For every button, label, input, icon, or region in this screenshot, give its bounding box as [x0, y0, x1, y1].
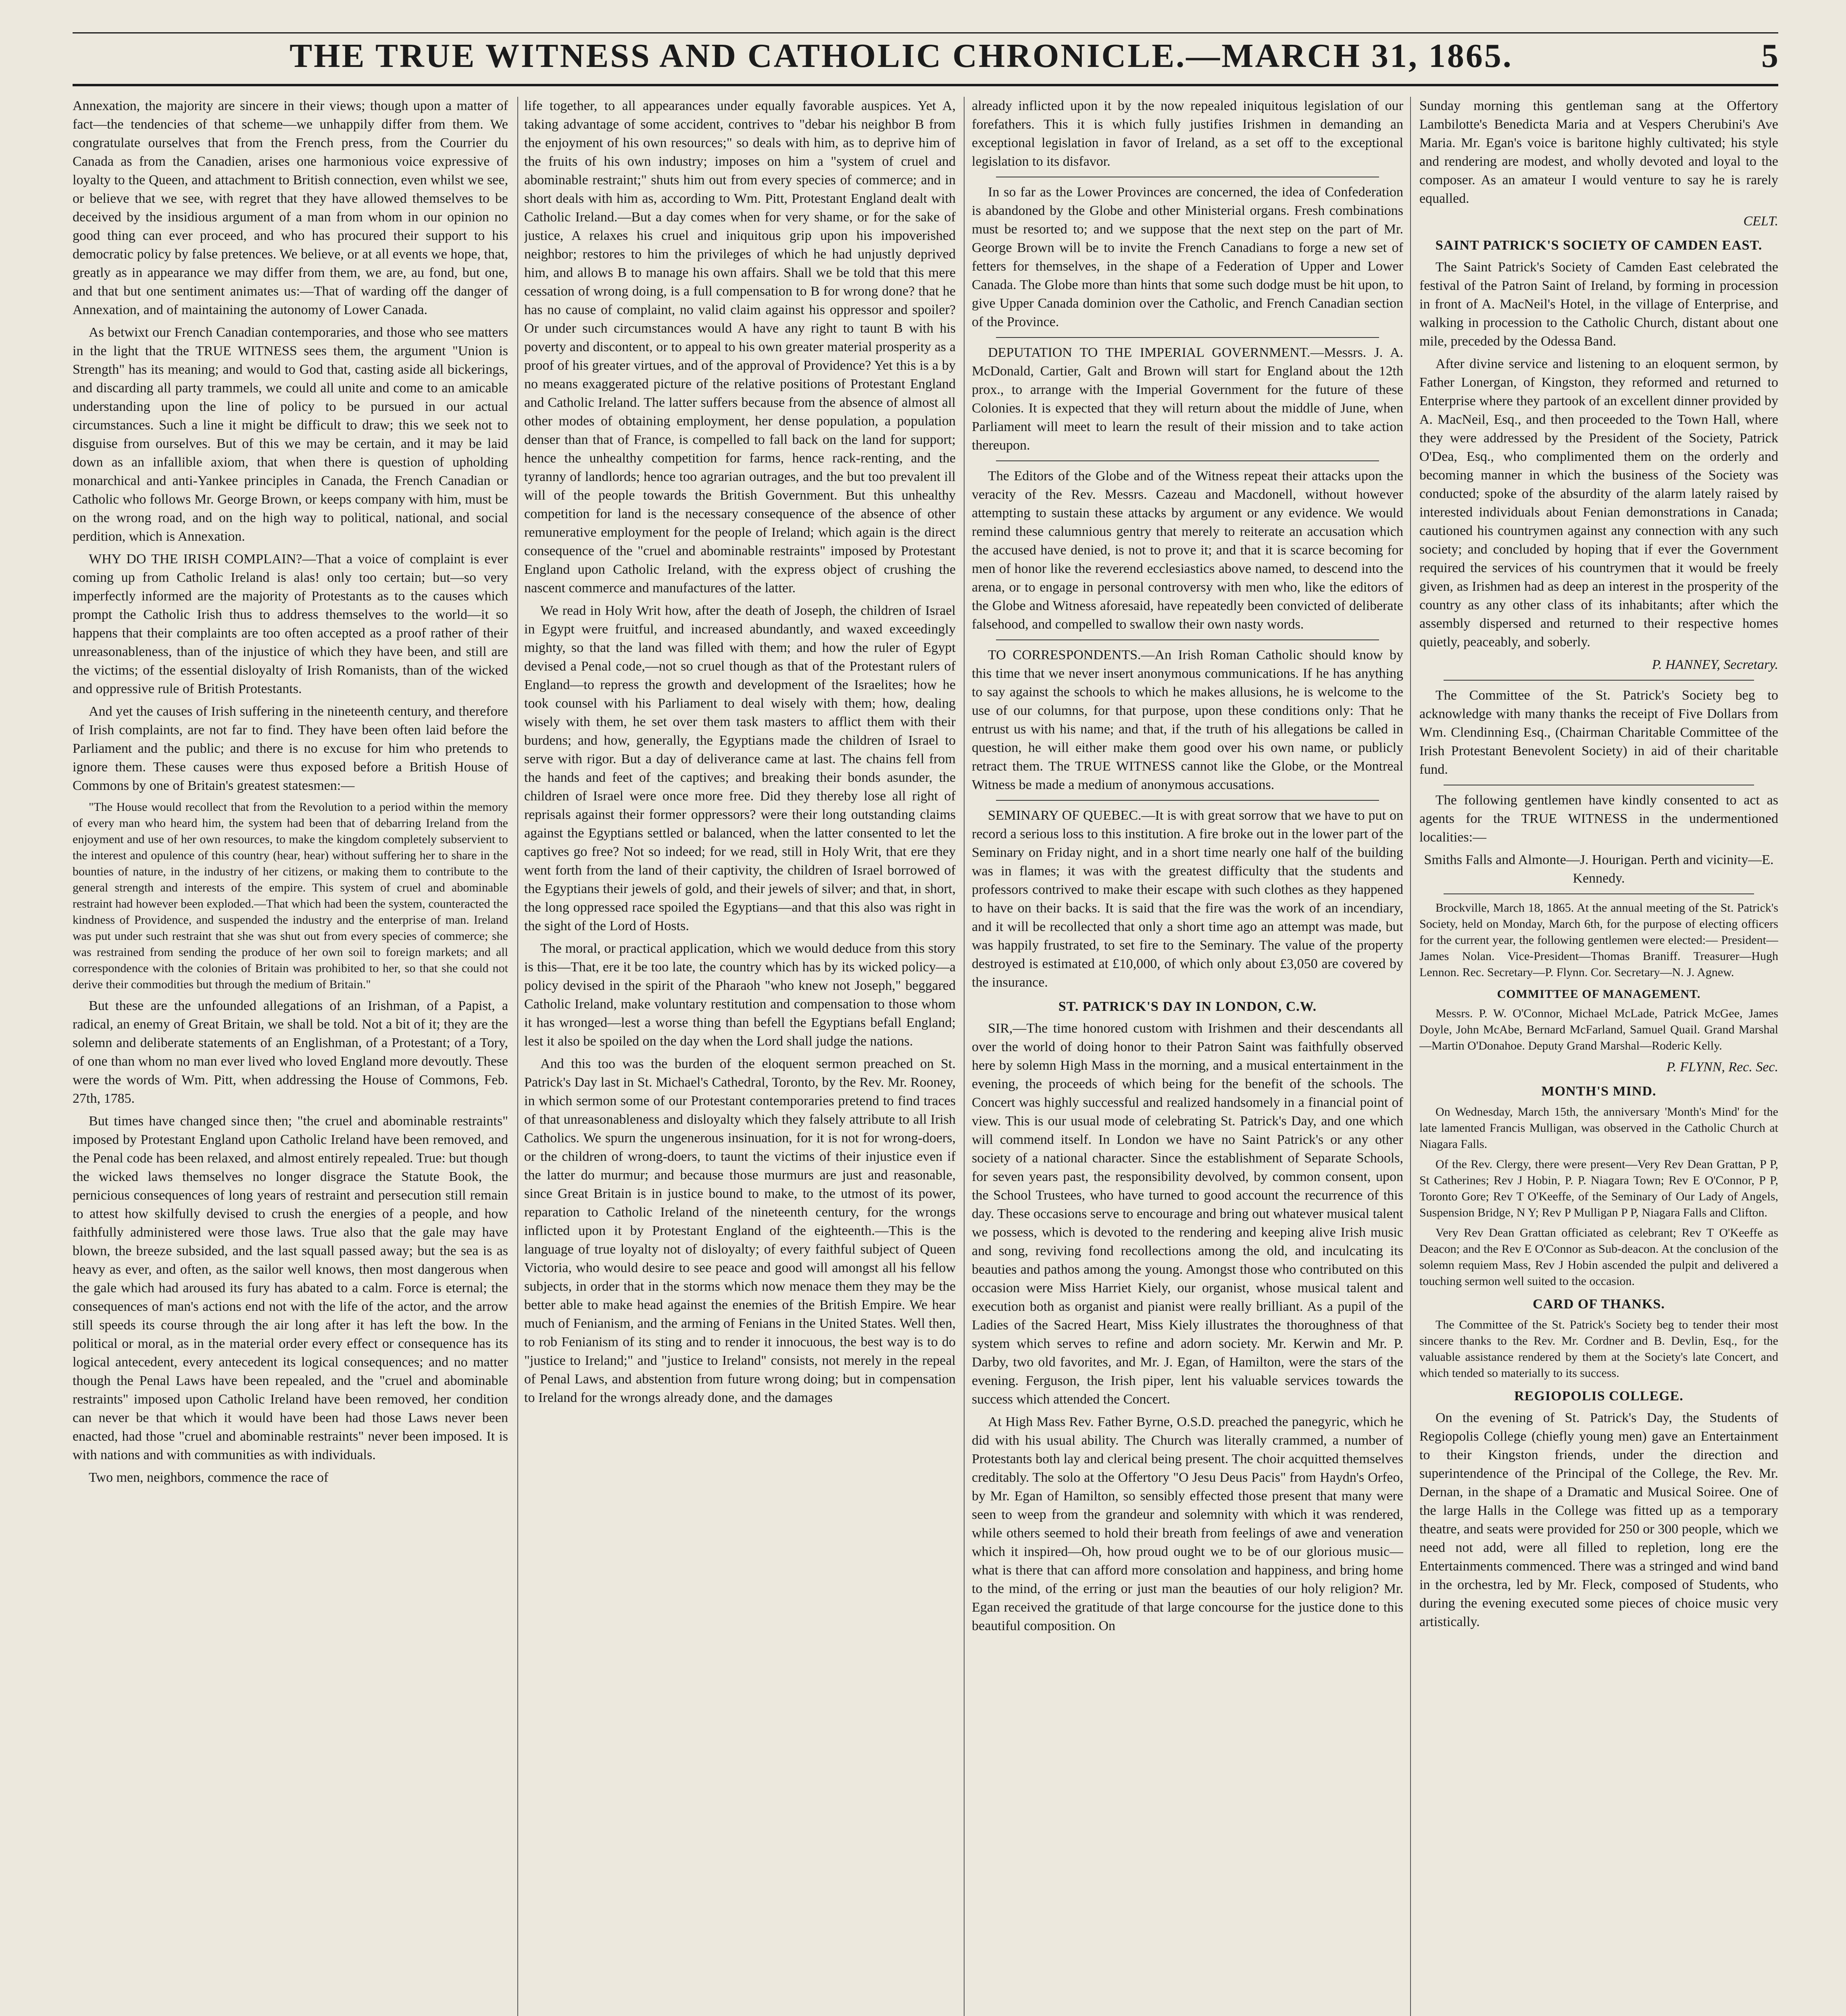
divider [996, 639, 1379, 640]
article-heading: WHY DO THE IRISH COMPLAIN?— [89, 552, 316, 566]
article-paragraph: We read in Holy Writ how, after the death of Joseph, the children of Israel in Egypt were fruitful, and increased abundantly, and waxed exceedingly mighty, so that the land was filled with them; and how the ruler of Egypt devised a Penal code,—not so cruel though as that of the Protestant rulers of England—to repress the growth and development of the Israelites; how he took counsel with his Parliament to deal wisely with them; how, dealing wisely with them, he set over them task masters to afflict them with their burdens; and how, generally, the Egyptians made the children of Israel to serve with rigor. But a day of deliverance came at last. The chains fell from the hands and feet of the captives; and breaking their bonds asunder, the children of Israel were once more free. Did they thereby lose all right of reprisals against their former oppressors? were their long outstanding claims against the Egyptians settled or balanced, when the latter consented to let the captives go free? Not so indeed; for we read, still in Holy Writ, that ere they went forth from the land of their captivity, the children of Israel borrowed of the Egyptians their jewels of gold, and their jewels of silver; and that, in short, the long oppressed race spoiled the Egyptians—and that this also was right in the sight of the Lord of Hosts. [524, 603, 956, 933]
article-paragraph: The Committee of the St. Patrick's Society beg to tender their most sincere thanks to the Rev. Mr. Cordner and B. Devlin, Esq., for the valuable assistance rendered by them at the Society's late Concert, and which tended so materially to its success. [1419, 1318, 1778, 1380]
article-paragraph: Brockville, March 18, 1865. At the annual meeting of the St. Patrick's Society, held on Monday, March 6th, for the purpose of electing officers for the current year, the following gentlemen were elected:— President—James Nolan. Vice-President—Thomas Braniff. Treasurer—Hugh Lennon. Rec. Secretary—P. Flynn. Cor. Secretary—N. J. Agnew. [1419, 901, 1778, 979]
article-paragraph: Sunday morning this gentleman sang at the Offertory Lambilotte's Benedicta Maria and at Vespers Cherubini's Ave Maria. Mr. Egan's voice is baritone highly cultivated; his style and rendering are modest, and wholly devoted and loyal to the composer. As an amateur I would venture to say he is rarely equalled. [1419, 98, 1778, 206]
quotation: "The House would recollect that from the Revolution to a period within the memory of every man who heard him, the system had been that of debarring Ireland from the enjoyment and use of her own resources, to make the kingdom completely subservient to the interest and opulence of this country (hear, hear) without suffering her to share in the bounties of nature, in the industry of her citizens, or making them to contribute to the general strength and interests of the empire. This system of cruel and abominable restraint had however been exploded.—That which had been the system, counteracted the kindness of Providence, and suspended the industry and the enterprise of man. Ireland was put under such restraint that she was shut out from every species of commerce; she was restrained from sending the produce of her own soil to foreign markets; and all correspondence with the colonies of Britain was prohibited to her, so that she could not derive their commodities but through the medium of Britain." [73, 800, 508, 991]
article-paragraph: That a voice of complaint is ever coming up from Catholic Ireland is alas! only too certain; but—so very imperfectly informed are the majority of Protestants as to the causes which prompt the Catholic Irish thus to address themselves to the world—it so happens that their complaints are too often accepted as a proof rather of their unreasonableness, than of the injustice of which they have been, and still are the victims; of the essential disloyalty of Irish Romanists, than of the wicked and oppressive rule of British Protestants. [73, 552, 508, 696]
article-paragraph: Annexation, the majority are sincere in their views; though upon a matter of fact—the tendencies of that scheme—we unhappily differ from them. We congratulate ourselves that from the French press, from the Courrier du Canada as from the Canadien, arises one harmonious voice expressive of loyalty to the Queen, and attachment to British connection, even whilst we see, or believe that we see, with regret that they have allowed themselves to be deceived by the insidious argument of a man from whom in our opinion no good thing can ever proceed, and who has procured their support to his democratic policy by false pretences. We believe, or at all events we hope, that, greatly as in appearance we may differ from them, we are, au fond, but one, and that but one sentiment animates us:—That of warding off the danger of Annexation, and of maintaining the autonomy of Lower Canada. [73, 98, 508, 317]
header-top-rule [73, 32, 1778, 33]
masthead: THE TRUE WITNESS AND CATHOLIC CHRONICLE.—MARCH 31, 1865. [290, 37, 1513, 75]
divider [996, 337, 1379, 338]
article-paragraph: SIR,—The time honored custom with Irishmen and their descendants all over the world of doing honor to their Patron Saint was faithfully observed here by solemn High Mass in the morning, and a musical entertainment in the evening, the proceeds of which being for the benefit of the schools. The Concert was highly successful and realized handsomely in a financial point of view. This is our usual mode of celebrating St. Patrick's Day, and one which will commend itself. In London we have no Saint Patrick's or any other society of a national character. Since the establishment of Separate Schools, for seven years past, the responsibility devolved, by common consent, upon the School Trustees, who have turned to good account the recurrence of this day. These occasions serve to encourage and bring out whatever musical talent we possess, which is devoted to the rendering and keeping alive Irish music and song, reviving fond recollections among the old, and inculcating its beauties and pathos among the young. Amongst those who contributed on this occasion were Miss Harriet Kiely, our organist, whose musical talent and execution both as organist and pianist were really brilliant. As a pupil of the Ladies of the Sacred Heart, Miss Kiely illustrates the thoroughness of that system which serves to refine and adorn society. Mr. Kerwin and Mr. P. Darby, two old favorites, and Mr. J. Egan, of Hamilton, were the stars of the evening. Ferguson, the Irish piper, lent his valuable services towards the success which attended the Concert. [972, 1021, 1403, 1407]
article-paragraph: In so far as the Lower Provinces are concerned, the idea of Confederation is abandoned by the Globe and other Ministerial organs. Fresh combinations must be resorted to; and we suppose that the next step on the part of Mr. George Brown will be to invite the French Canadians to forge a new set of fetters for themselves, in the shape of a Federation of Upper and Lower Canada. The Globe more than hints that some such dodge must be hit upon, to give Upper Canada dominion over the Catholic, and French Canadian section of the Province. [972, 185, 1403, 329]
article-paragraph: DEPUTATION TO THE IMPERIAL GOVERNMENT.—Messrs. J. A. McDonald, Cartier, Galt and Brown will start for England about the 12th prox., to arrange with the Imperial Government for the future of these Colonies. It is expected that they will return about the middle of June, when Parliament will meet to learn the result of their mission and to take action thereupon. [972, 345, 1403, 453]
article-paragraph: At High Mass Rev. Father Byrne, O.S.D. preached the panegyric, which he did with his usual ability. The Church was literally crammed, a number of Protestants both lay and clerical being present. The choir acquitted themselves creditably. The solo at the Offertory "O Jesu Deus Pacis" from Haydn's Orfeo, by Mr. Egan of Hamilton, so sensibly effected those present that many were seen to weep from the grandeur and solemnity with which it was rendered, while others seemed to hold their breath from feelings of awe and veneration which it inspired—Oh, how proud ought we to be of our glorious music—what is there that can afford more consolation and happiness, and bring home to the mind, of the erring or just man the beauties of our holy religion? Mr. Egan received the gratitude of that large concourse for the justice done to this beautiful composition. On [972, 1414, 1403, 1633]
article-heading: MONTH'S MIND. [1541, 1084, 1656, 1099]
signature: P. FLYNN, Rec. Sec. [1666, 1060, 1778, 1075]
page-header [73, 32, 1778, 89]
article-paragraph: And this too was the burden of the eloquent sermon preached on St. Patrick's Day last in St. Michael's Cathedral, Toronto, by the Rev. Mr. Rooney, in which sermon some of our Protestant contemporaries pretend to find traces of that unreasonableness and disloyalty which they falsely attribute to all Irish Catholics. We spurn the ungenerous insinuation, for it is not for wrong-doers, or the children of wrong-doers, to taunt the victims of their injustice even if the latter do murmur; and because those murmurs are just and reasonable, since Great Britain is in justice bound to make, to the utmost of its power, reparation to Catholic Ireland of the nineteenth century, for the wrongs inflicted upon it by Protestant England of the eighteenth.—This is the language of true loyalty not of disloyalty; of every faithful subject of Queen Victoria, who would desire to see peace and good will amongst all his fellow subjects, in order that in the storms which now menace them they may be the better able to make head against the enemies of the British Empire. We hear much of Fenianism, and the arming of Fenians in the United States. Well then, to rob Fenianism of its sting and to render it innocuous, the best way is to do "justice to Ireland;" and "justice to Ireland" consists, not merely in the repeal of Penal Laws, and abstention from future wrong doing; but in compensation to Ireland for the wrongs already done, and the damages [524, 1056, 956, 1405]
divider [1444, 680, 1754, 681]
article-paragraph: TO CORRESPONDENTS.—An Irish Roman Catholic should know by this time that we never insert anonymous communications. If he has anything to say against the schools to which he makes allusions, he is welcome to the use of our columns, for that purpose, upon these conditions only: That he entrust us with his name; and that, if the truth of his allegations be called in question, he will either make them good over his own name, or publicly retract them. The TRUE WITNESS cannot like the Globe, or the Montreal Witness be made a medium of anonymous accusations. [972, 648, 1403, 792]
article-paragraph: The moral, or practical application, which we would deduce from this story is this—That, ere it be too late, the country which has by its wicked policy—a policy devised in the spirit of the Pharaoh "who knew not Joseph," beggared Catholic Ireland, make voluntary restitution and compensation to those whom it has wronged—lest a worse thing than befell the Egyptians befall England; lest it also be spoiled on the day when the Lord shall judge the nations. [524, 941, 956, 1049]
article-paragraph: life together, to all appearances under equally favorable auspices. Yet A, taking advantage of some accident, contrives to "debar his neighbor B from the enjoyment of his own resources;" so deals with him, as to deprive him of the fruits of his own industry; imposes on him a "system of cruel and abominable restraint;" shuts him out from every species of commerce; and in short deals with him as, according to Wm. Pitt, Protestant England dealt with Catholic Ireland.—But a day comes when for very shame, or for the sake of justice, A relaxes his cruel and iniquitous grip upon his impoverished neighbor; restores to him the privileges of which he had unjustly deprived him, and allows B to manage his own affairs. Shall we be told that this mere cessation of wrong doing, is a full compensation to B for wrong done? that he has no cause of complaint, no valid claim against his oppressor and spoiler? Or under such circumstances would A have any right to taunt B with his poverty and discontent, or to appeal to his own greater material prosperity as a proof of his greater virtues, and of the approval of Providence? Yet this is a by no means exaggerated picture of the relative positions of Protestant England and Catholic Ireland. The latter suffers because from the absence of almost all other modes of obtaining employment, her dense population, a population denser than that of France, is compelled to fall back on the land for support; hence the unhealthy competition for farms, hence rack-renting, and the tyranny of landlords; hence too agrarian outrages, and the but too prevalent ill will of the people towards the British Government. But this unhealthy competition for land is the necessary consequence of the absence of other remunerative employment for the people of Ireland; which again is the direct consequence of the "cruel and abominable restraints" imposed by Protestant England upon Catholic Ireland, with the express object of crushing the nascent commerce and manufactures of the latter. [524, 98, 956, 596]
article-paragraph: SEMINARY OF QUEBEC.—It is with great sorrow that we have to put on record a serious loss to this institution. A fire broke out in the lower part of the Seminary on Friday night, and in a short time nearly one half of the building was in flames; it was with the greatest difficulty that the students and professors contrived to make their escape with such clothes as they happened to have on their backs. It is said that the fire was the work of an incendiary, and it will be recollected that only a short time ago an attempt was made, but was happily frustrated, to set fire to the Seminary. The value of the property destroyed is estimated at £10,000, of which only about £3,050 are covered by the insurance. [972, 808, 1403, 990]
article-paragraph: But these are the unfounded allegations of an Irishman, of a Papist, a radical, an enemy of Great Britain, we shall be told. Not a bit of it; they are the solemn and deliberate statements of an Englishman, of a Protestant; of a Tory, of one than whom no man ever lived who loved England more devoutly. These were the words of Wm. Pitt, when addressing the House of Commons, Feb. 27th, 1785. [73, 998, 508, 1106]
column-2 [524, 97, 956, 2016]
article-heading: REGIOPOLIS COLLEGE. [1514, 1389, 1683, 1404]
column-4 [1419, 97, 1778, 2016]
column-3 [972, 97, 1403, 2016]
article-paragraph: As betwixt our French Canadian contemporaries, and those who see matters in the light that the TRUE WITNESS sees them, the argument "Union is Strength" has its meaning; and would to God that, casting aside all bickerings, and discarding all party trammels, we could all unite and come to an amicable understanding upon the line of policy to be pursued in our actual circumstances. Such a line it might be difficult to draw; this we seek not to disguise from ourselves. But of this we may be certain, and it may be laid down as an infallible axiom, that when there is question of upholding monarchical and anti-Yankee principles in Canada, the French Canadian or Catholic who follows Mr. George Brown, or keeps company with him, must be on the wrong road, and on the high way to political, national, and social perdition, which is Annexation. [73, 325, 508, 544]
article-heading: SAINT PATRICK'S SOCIETY OF CAMDEN EAST. [1435, 238, 1763, 253]
page-number: 5 [1761, 37, 1778, 75]
divider [1444, 893, 1754, 894]
article-paragraph: After divine service and listening to an eloquent sermon, by Father Lonergan, of Kingston, they reformed and returned to Enterprise where they partook of an excellent dinner provided by A. MacNeil, Esq., and then proceeded to the Town Hall, where they were addressed by the President of the Society, Patrick O'Dea, Esq., who complimented them on the orderly and becoming manner in which the business of the Society was conducted; spoke of the absurdity of the alarm lately raised by interested individuals about Fenian demonstrations in Canada; cautioned his countrymen against any connection with any such society; and concluded by hoping that if ever the Government required the services of his countrymen that it would be freely given, as Irishmen had as deep an interest in the prosperity of the country as any other class of its inhabitants; after which the assembly dispersed and returned to their respective homes quietly, peaceably, and soberly. [1419, 356, 1778, 650]
article-paragraph: Messrs. P. W. O'Connor, Michael McLade, Patrick McGee, James Doyle, John McAbe, Bernard McFarland, Samuel Quail. Grand Marshal—Martin O'Donahoe. Deputy Grand Marshal—Roderic Kelly. [1419, 1007, 1778, 1052]
article-paragraph: On the evening of St. Patrick's Day, the Students of Regiopolis College (chiefly young men) gave an Entertainment to their Kingston friends, under the direction and superintendence of the Principal of the College, the Rev. Mr. Dernan, in the shape of a Dramatic and Musical Soiree. One of the large Halls in the College was fitted up as a temporary theatre, and seats were provided for 250 or 300 people, which we need not add, were all filled to repletion, long ere the Entertainments commenced. There was a stringed and wind band in the orchestra, led by Mr. Fleck, composed of Students, who during the evening executed some pieces of choice music very artistically. [1419, 1410, 1778, 1629]
signature: P. HANNEY, Secretary. [1652, 657, 1778, 672]
divider [996, 460, 1379, 461]
article-heading: ST. PATRICK'S DAY IN LONDON, C.W. [1058, 999, 1317, 1014]
article-heading: CARD OF THANKS. [1533, 1297, 1665, 1312]
article-paragraph: The following gentlemen have kindly consented to act as agents for the TRUE WITNESS in the undermentioned localities:— [1419, 793, 1778, 845]
article-paragraph: The Editors of the Globe and of the Witness repeat their attacks upon the veracity of the Rev. Messrs. Cazeau and Macdonell, without however attempting to sustain these attacks by argument or any evidence. We would remind these calumnious gentry that merely to reiterate an accusation which the accused have denied, is not to prove it; and that it is scarce becoming for men of honor like the reverend ecclesiastics above named, to descend into the arena, or to engage in personal controversy with men who, like the editors of the Globe and Witness aforesaid, have repeatedly been convicted of deliberate falsehood, and compelled to swallow their own nasty words. [972, 469, 1403, 632]
article-paragraph: Two men, neighbors, commence the race of [89, 1470, 329, 1485]
article-paragraph: Of the Rev. Clergy, there were present—Very Rev Dean Grattan, P P, St Catherines; Rev J Hobin, P. P. Niagara Town; Rev E O'Connor, P P, Toronto Gore; Rev T O'Keeffe, of the Seminary of Our Lady of Angels, Suspension Bridge, N Y; Rev P Mulligan P P, Niagara Falls and Clifton. [1419, 1158, 1778, 1219]
article-paragraph: On Wednesday, March 15th, the anniversary 'Month's Mind' for the late lamented Francis Mulligan, was observed in the Catholic Church at Niagara Falls. [1419, 1105, 1778, 1151]
article-paragraph: The Committee of the St. Patrick's Society beg to acknowledge with many thanks the receipt of Five Dollars from Wm. Clendinning Esq., (Chairman Charitable Committee of the Irish Protestant Benevolent Society) in aid of their charitable fund. [1419, 688, 1778, 777]
article-paragraph: The Saint Patrick's Society of Camden East celebrated the festival of the Patron Saint of Ireland, by forming in procession in front of A. MacNeil's Hotel, in the village of Enterprise, and walking in procession to the Catholic Church, distant about one mile, preceded by the Odessa Band. [1419, 260, 1778, 349]
header-bottom-rule [73, 84, 1778, 86]
article-paragraph: And yet the causes of Irish suffering in the nineteenth century, and therefore of Irish complaints, are not far to find. They have been often laid before the Parliament and the public; and there is no excuse for him who pretends to ignore them. These causes were thus exposed before a British House of Commons by one of Britain's greatest statesmen:— [73, 704, 508, 793]
article-paragraph: Very Rev Dean Grattan officiated as celebrant; Rev T O'Keeffe as Deacon; and the Rev E O'Connor as Sub-deacon. At the conclusion of the solemn requiem Mass, Rev J Hobin ascended the pulpit and delivered a touching sermon well suited to the occasion. [1419, 1226, 1778, 1288]
column-divider [517, 97, 518, 2016]
divider [996, 800, 1379, 801]
column-divider [1410, 97, 1411, 2016]
signature: CELT. [1743, 214, 1778, 229]
article-paragraph: already inflicted upon it by the now repealed iniquitous legislation of our forefathers. This it is which fully justifies Irishmen in demanding an exceptional legislation in favor of Ireland, as a set off to the exceptional legislation to its disfavor. [972, 98, 1403, 169]
article-heading: COMMITTEE OF MANAGEMENT. [1497, 987, 1701, 1001]
article-paragraph: But times have changed since then; "the cruel and abominable restraints" imposed by Protestant England upon Catholic Ireland have been removed, and the Penal code has been relaxed, and almost entirely repealed. True: but though the wicked laws themselves no longer disgrace the Statute Book, the pernicious consequences of long years of restraint and persecution still remain to attest how skilfully devised to crush the energies of a people, and how faithfully administered were those laws. True also that the gale may have blown, the breeze subsided, and the last squall passed away; but the sea is as heavy as ever, and often, as the sailor well knows, then most dangerous when the gale which had aroused its fury has abated to a calm. Force is eternal; the consequences of man's actions end not with the life of the actor, and the arrow still speeds its course through the air long after it has left the bow. In the political or moral, as in the material order every effect or consequence has its logical antecedent, every antecedent its logical consequences; and no matter though the Penal Laws have been repealed, and the "cruel and abominable restraints" imposed upon Catholic Ireland have been removed, her condition can never be that which it would have been had those Laws never been enacted, had those "cruel and abominable restraints" never been imposed. It is with nations and with communities as with individuals. [73, 1114, 508, 1462]
column-divider [964, 97, 965, 2016]
agents-list: Smiths Falls and Almonte—J. Hourigan. Perth and vicinity—E. Kennedy. [1424, 852, 1774, 886]
column-1 [73, 97, 508, 2016]
